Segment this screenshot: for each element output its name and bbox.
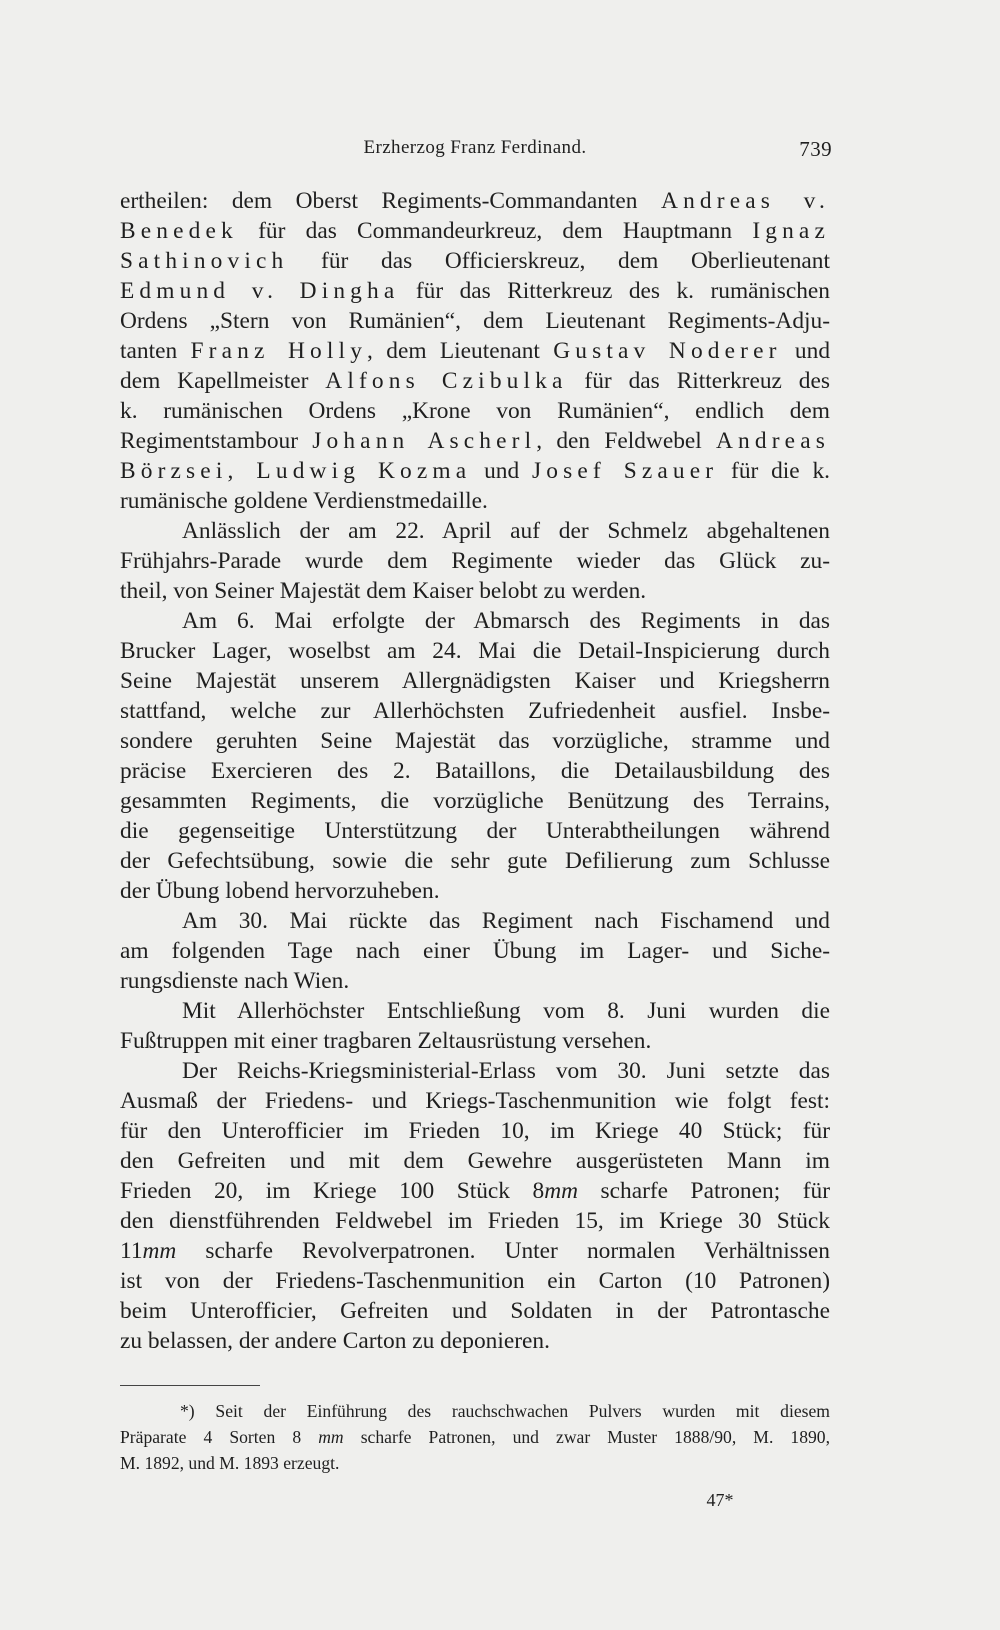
- text-run: den Gefreiten und mit dem Gewehre ausgerüsteten Mann im: [120, 1148, 830, 1174]
- text-line: [120, 606, 830, 636]
- text-line: [120, 1026, 830, 1056]
- text-run: , den Feldwebel: [536, 428, 717, 454]
- text-line: [120, 516, 830, 546]
- text-line: [120, 696, 830, 726]
- footnote-rule: [120, 1385, 260, 1386]
- spaced-name: Sathinovich: [120, 248, 289, 274]
- text-run: Brucker Lager, woselbst am 24. Mai die Detail-Inspicierung durch: [120, 638, 830, 664]
- text-line: [120, 336, 830, 366]
- text-line: [120, 756, 830, 786]
- text-line: [120, 546, 830, 576]
- spaced-name: Franz Holly: [190, 338, 368, 364]
- text-line: [120, 426, 830, 456]
- text-run: stattfand, welche zur Allerhöchsten Zufriedenheit ausfiel. Insbe-: [120, 698, 830, 724]
- text-run: scharfe Patronen, und zwar Muster 1888/90, M. 1890,: [343, 1427, 831, 1447]
- footnote: [120, 1398, 830, 1476]
- text-run: zu belassen, der andere Carton zu deponieren.: [120, 1328, 550, 1354]
- text-run: für das Ritterkreuz des: [567, 368, 830, 394]
- text-run: gesammten Regiments, die vorzügliche Benützung des Terrains,: [120, 788, 830, 814]
- text-run: für das Commandeurkreuz, dem Hauptmann: [237, 218, 753, 244]
- running-header: [120, 137, 830, 161]
- signature-mark: 47*: [706, 1490, 734, 1510]
- text-run: für die k.: [718, 458, 831, 484]
- text-run: Mit Allerhöchster Entschließung vom 8. Juni wurden die: [182, 998, 830, 1024]
- text-run: tanten: [120, 338, 191, 364]
- spaced-name: Gustav Noderer: [553, 338, 782, 364]
- spaced-name: Alfons Czibulka: [325, 368, 568, 394]
- paragraph: [120, 516, 830, 606]
- text-line: [120, 666, 830, 696]
- text-run: dem Kapellmeister: [120, 368, 326, 394]
- unit-text: mm: [544, 1178, 578, 1204]
- text-run: Ordens „Stern von Rumänien“, dem Lieutenant Regiments-Adju-: [120, 308, 830, 334]
- text-line: [120, 216, 830, 246]
- text-line: [120, 1086, 830, 1116]
- text-line: [120, 876, 830, 906]
- text-run: für das Ritterkreuz des k. rumänischen: [399, 278, 830, 304]
- text-run: Der Reichs-Kriegsministerial-Erlass vom 30. Juni setzte das: [182, 1058, 830, 1084]
- spaced-name: Johann Ascherl: [312, 428, 537, 454]
- text-line: [120, 456, 830, 486]
- text-line: [120, 936, 830, 966]
- text-run: Frieden 20, im Kriege 100 Stück 8: [120, 1178, 545, 1204]
- footnote-line: [120, 1398, 830, 1424]
- text-run: rungsdienste nach Wien.: [120, 968, 350, 994]
- text-run: die gegenseitige Unterstützung der Unterabtheilungen während: [120, 818, 830, 844]
- text-run: für den Unterofficier im Frieden 10, im Kriege 40 Stück; für: [120, 1118, 830, 1144]
- text-line: [120, 906, 830, 936]
- spaced-name: Börzsei, Ludwig Kozma: [120, 458, 472, 484]
- text-run: am folgenden Tage nach einer Übung im Lager- und Siche-: [120, 938, 830, 964]
- spaced-name: Edmund v. Dingha: [120, 278, 400, 304]
- text-line: [120, 1176, 830, 1206]
- text-line: [120, 996, 830, 1026]
- text-line: [120, 366, 830, 396]
- text-run: , dem Lieutenant: [367, 338, 554, 364]
- unit-text: mm: [318, 1427, 344, 1447]
- text-run: Präparate 4 Sorten 8: [120, 1427, 319, 1447]
- text-run: scharfe Patronen; für: [578, 1178, 830, 1204]
- text-line: [120, 396, 830, 426]
- paragraph: [120, 906, 830, 996]
- text-line: [120, 1296, 830, 1326]
- spaced-name: Benedek: [120, 218, 238, 244]
- text-line: [120, 1056, 830, 1086]
- text-run: der Übung lobend hervorzuheben.: [120, 878, 440, 904]
- text-line: [120, 1116, 830, 1146]
- spaced-name: Josef Szauer: [531, 458, 719, 484]
- text-line: [120, 786, 830, 816]
- paragraph: [120, 996, 830, 1056]
- text-run: Frühjahrs-Parade wurde dem Regimente wieder das Glück zu-: [120, 548, 830, 574]
- spaced-name: Ignaz: [752, 218, 830, 244]
- text-run: für das Officierskreuz, dem Oberlieutenant: [288, 248, 830, 274]
- text-run: Regimentstambour: [120, 428, 313, 454]
- text-run: und: [781, 338, 831, 364]
- text-run: ist von der Friedens-Taschenmunition ein Carton (10 Patronen): [120, 1268, 830, 1294]
- text-line: [120, 276, 830, 306]
- paragraph: [120, 606, 830, 906]
- text-run: k. rumänischen Ordens „Krone von Rumänien“, endlich dem: [120, 398, 830, 424]
- paragraph: [120, 186, 830, 516]
- text-run: und: [471, 458, 532, 484]
- footnote-line: [120, 1450, 830, 1476]
- text-run: den dienstführenden Feldwebel im Frieden 15, im Kriege 30 Stück: [120, 1208, 830, 1234]
- text-run: der Gefechtsübung, sowie die sehr gute Defilierung zum Schlusse: [120, 848, 830, 874]
- unit-text: mm: [142, 1238, 177, 1264]
- page-number: 739: [799, 137, 832, 161]
- footnote-line: [120, 1424, 830, 1450]
- text-line: [120, 1266, 830, 1296]
- text-line: [120, 1326, 830, 1356]
- text-line: [120, 1146, 830, 1176]
- text-run: präcise Exercieren des 2. Bataillons, die Detailausbildung des: [120, 758, 830, 784]
- text-run: theil, von Seiner Majestät dem Kaiser belobt zu werden.: [120, 578, 647, 604]
- text-line: [120, 846, 830, 876]
- text-line: [120, 1236, 830, 1266]
- text-line: [120, 186, 830, 216]
- text-line: [120, 306, 830, 336]
- text-line: [120, 246, 830, 276]
- text-run: *) Seit der Einführung des rauchschwachen Pulvers wurden mit diesem: [180, 1401, 830, 1421]
- text-run: rumänische goldene Verdienstmedaille.: [120, 488, 488, 514]
- text-run: Am 30. Mai rückte das Regiment nach Fischamend und: [182, 908, 830, 934]
- text-line: [120, 636, 830, 666]
- paragraph: [120, 1056, 830, 1356]
- text-run: ertheilen: dem Oberst Regiments-Commandanten: [120, 188, 662, 214]
- text-run: Anlässlich der am 22. April auf der Schmelz abgehaltenen: [182, 518, 830, 544]
- text-run: M. 1892, und M. 1893 erzeugt.: [120, 1453, 340, 1473]
- running-title: Erzherzog Franz Ferdinand.: [363, 137, 587, 158]
- text-run: 11: [120, 1238, 143, 1264]
- spaced-name: Andreas v.: [661, 188, 831, 214]
- text-run: scharfe Revolverpatronen. Unter normalen Verhältnissen: [176, 1238, 830, 1264]
- text-run: beim Unterofficier, Gefreiten und Soldaten in der Patrontasche: [120, 1298, 830, 1324]
- text-line: [120, 816, 830, 846]
- text-run: Am 6. Mai erfolgte der Abmarsch des Regiments in das: [182, 608, 830, 634]
- text-line: [120, 966, 830, 996]
- text-line: [120, 1206, 830, 1236]
- text-run: Ausmaß der Friedens- und Kriegs-Taschenmunition wie folgt fest:: [120, 1088, 830, 1114]
- text-run: Fußtruppen mit einer tragbaren Zeltausrüstung versehen.: [120, 1028, 652, 1054]
- spaced-name: Andreas: [716, 428, 830, 454]
- text-line: [120, 486, 830, 516]
- text-run: sondere geruhten Seine Majestät das vorzügliche, stramme und: [120, 728, 830, 754]
- text-line: [120, 726, 830, 756]
- text-line: [120, 576, 830, 606]
- main-text: [120, 186, 830, 1356]
- text-run: Seine Majestät unserem Allergnädigsten Kaiser und Kriegsherrn: [120, 668, 830, 694]
